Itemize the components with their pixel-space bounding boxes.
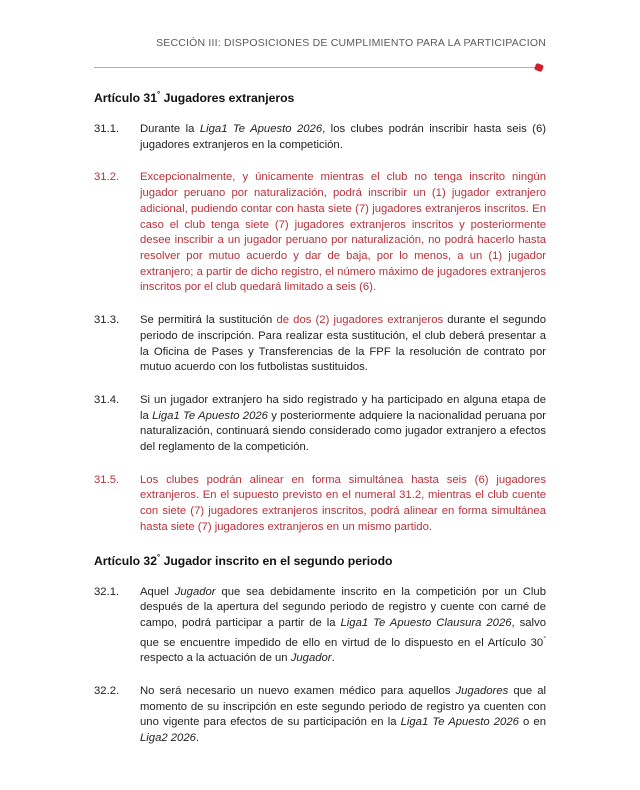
league-name: Liga1 Te Apuesto 2026 (152, 409, 268, 422)
text-part: Se permitirá la sustitución (140, 314, 277, 327)
clause-number: 31.2. (94, 171, 120, 184)
text-part: Si un jugador extranjero ha sido registrado y ha participado en alguna etapa de la (140, 393, 546, 422)
term-jugador: Jugador (174, 585, 216, 598)
clause-31-1 (94, 122, 546, 153)
clause-text (140, 313, 546, 376)
text-part: . (195, 731, 200, 744)
degree-sign: ° (543, 635, 546, 643)
clause-text (140, 393, 546, 456)
article-32-subtitle: Jugador inscrito en el segundo periodo (160, 553, 393, 568)
text-part: durante el segundo periodo de inscripción. Para realizar esta sustitución, el club deberá presentar a la Oficina de Pases y Transferencias de la FPF la resolución de contrato por mutuo acuerdo con los futbolistas sustituidos. (140, 314, 546, 374)
clause-31-2 (94, 170, 546, 296)
term-jugadores: Jugadores (455, 684, 509, 697)
document-body (94, 82, 546, 764)
clause-number: 31.4. (94, 393, 120, 406)
league-name: Liga2 2026 (140, 731, 196, 744)
text-part: y posteriormente adquiere la nacionalidad peruana por naturalización, continuará siendo considerado como jugador extranjero a efectos del reglamento de la competición. (140, 409, 546, 454)
header-rule (94, 67, 537, 68)
clause-text: Los clubes podrán alinear en forma simultánea hasta seis (6) jugadores extranjeros. En el supuesto previsto en el numeral 31.2, mientras el club cuente con siete (7) jugadores extranjeros inscritos, podrá alinear en forma simultánea hasta siete (7) jugadores extranjeros en un mismo partido. (140, 473, 546, 533)
highlighted-text: de dos (2) jugadores extranjeros (276, 314, 444, 327)
text-part: que al momento de su inscripción en este segundo periodo de registro ya cuenten con uno vigente para efectos de su participación en la (140, 684, 547, 729)
text-part: , salvo que se encuentre impedido de ello en virtud de lo dispuesto en el Artículo 30 (140, 617, 547, 649)
term-jugador: Jugador (290, 652, 332, 665)
header-rule-marker (534, 63, 544, 72)
section-title: SECCIÓN III: DISPOSICIONES DE CUMPLIMIENTO PARA LA PARTICIPACION (156, 37, 546, 49)
clause-number: 31.1. (94, 123, 120, 136)
text-part: , los clubes podrán inscribir hasta seis (6) jugadores extranjeros en la competición. (140, 123, 546, 151)
degree-sign: ° (157, 552, 161, 562)
text-part: que sea debidamente inscrito en la competición por un Club después de la apertura del segundo periodo de registro y cuente con carné de campo, podrá participar a partir de la (140, 585, 546, 629)
clause-text (140, 585, 546, 667)
article-31-subtitle: Jugadores extranjeros (160, 91, 295, 106)
article-32-title: Artículo 32 (94, 553, 157, 568)
clause-text: Excepcionalmente, y únicamente mientras el club no tenga inscrito ningún jugador peruano por naturalización, podrá inscribir un (1) jugador extranjero adicional, pudiendo contar con hasta siete (7) jugadores extranjeros inscritos. En caso el club tenga siete (7) jugadores extranjeros inscritos y posteriormente desee inscribir a un jugador peruano por naturalización, no podrá hacerlo hasta resolver por mutuo acuerdo y dar de baja, por lo menos, a un (1) jugador extranjero; a partir de dicho registro, el número máximo de jugadores extranjeros inscritos por el club quedará limitado a seis (6). (140, 171, 546, 294)
clause-number: 31.3. (94, 314, 120, 327)
clause-number: 31.5. (94, 473, 120, 486)
article-31-heading (94, 90, 546, 105)
clause-text (140, 122, 546, 153)
clause-number: 32.2. (94, 684, 120, 697)
text-part: Durante la (140, 123, 200, 136)
text-part: o en (518, 716, 546, 729)
league-name: Liga1 Te Apuesto 2026 (199, 123, 323, 136)
text-part: No será necesario un nuevo examen médico para aquellos (140, 684, 456, 697)
article-32-heading (94, 553, 546, 568)
clause-31-4 (94, 393, 546, 456)
clause-text (140, 684, 546, 747)
text-part: Aquel (140, 585, 175, 598)
clause-32-2 (94, 684, 546, 747)
clause-31-5 (94, 473, 546, 536)
degree-sign: ° (157, 90, 161, 99)
text-part: . (331, 652, 335, 665)
clause-31-3 (94, 313, 546, 376)
league-name: Liga1 Te Apuesto Clausura 2026 (340, 617, 512, 629)
text-part: respecto a la actuación de un (140, 652, 291, 665)
clause-number: 32.1. (94, 585, 120, 598)
article-31-title: Artículo 31 (94, 91, 157, 106)
league-name: Liga1 Te Apuesto 2026 (400, 716, 519, 729)
clause-32-1 (94, 585, 546, 667)
